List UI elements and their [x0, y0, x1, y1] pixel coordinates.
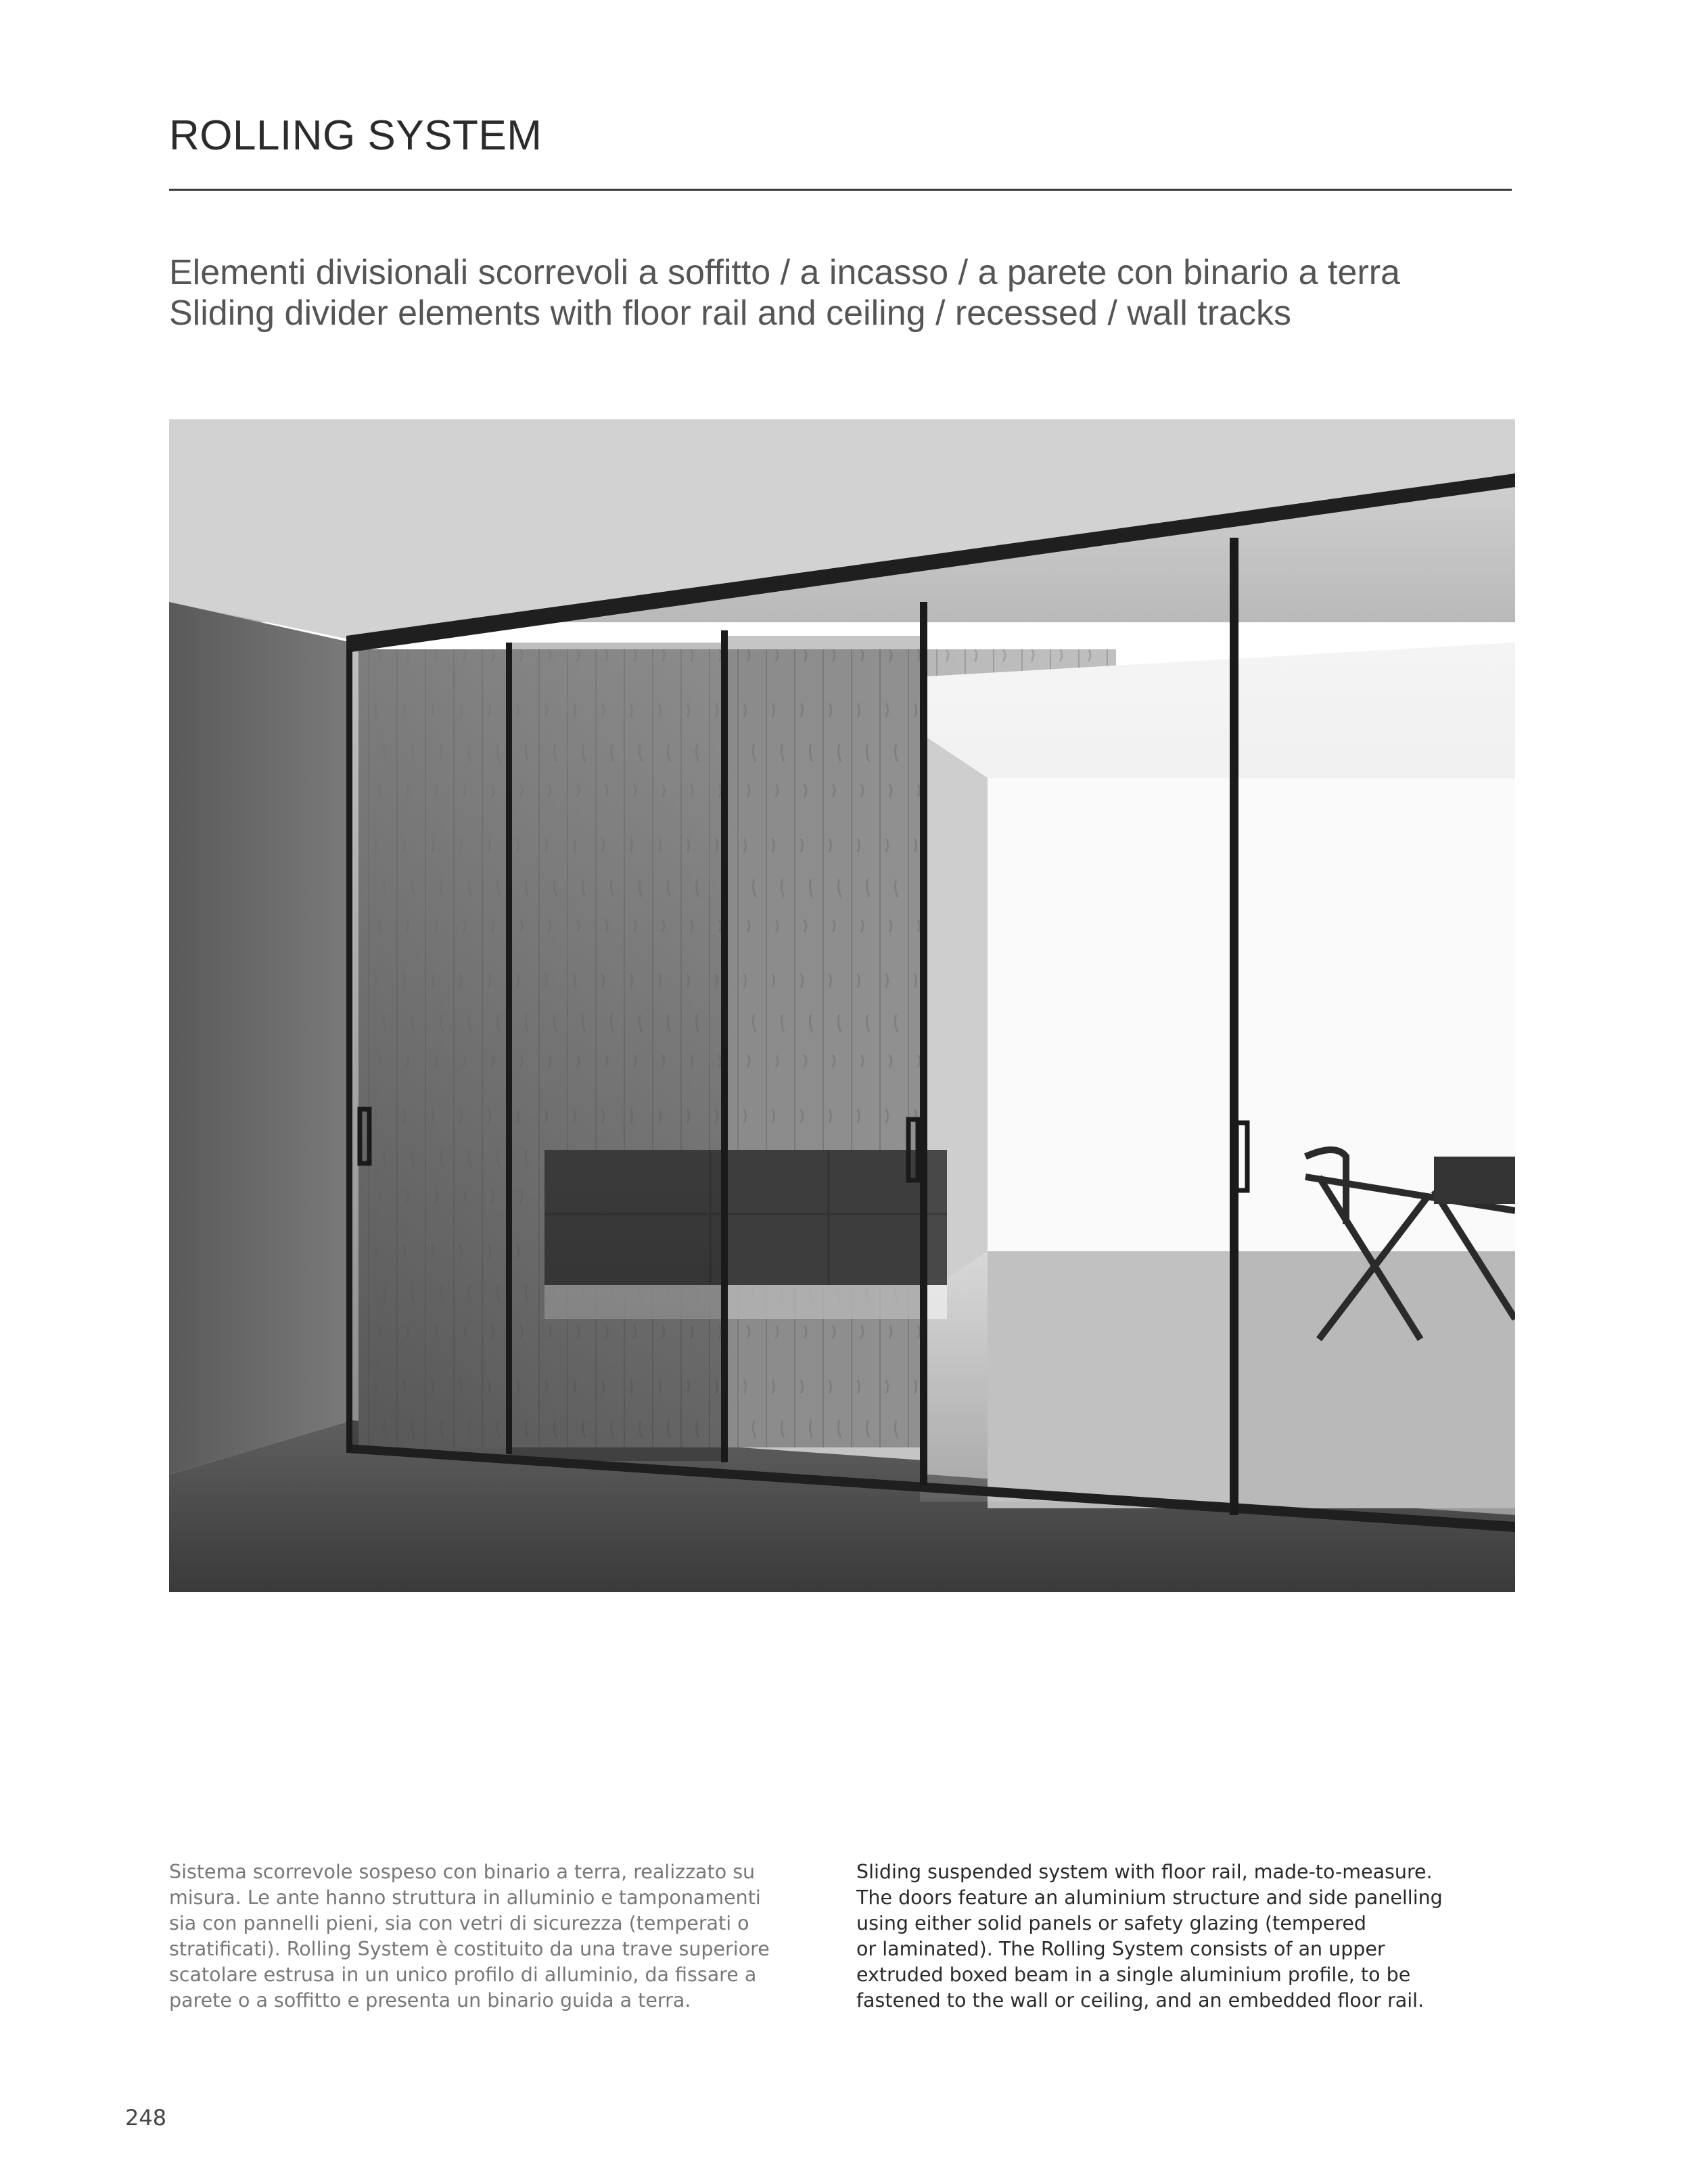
text-line: misura. Le ante hanno struttura in alluminio e tamponamenti: [169, 1886, 761, 1909]
text-line: extruded boxed beam in a single aluminium profile, to be: [856, 1964, 1411, 1986]
page-number: 248: [125, 2105, 167, 2131]
text-line: The doors feature an aluminium structure and side panelling: [856, 1886, 1443, 1909]
title-divider: [169, 189, 1512, 191]
room-photo: [169, 419, 1515, 1592]
text-line: fastened to the wall or ceiling, and an embedded floor rail.: [856, 1989, 1424, 2012]
text-line: using either solid panels or safety glazing (tempered: [856, 1912, 1366, 1934]
text-line: Sliding suspended system with floor rail, made-to-measure.: [856, 1861, 1433, 1883]
text-line: Sistema scorrevole sospeso con binario a terra, realizzato su: [169, 1861, 756, 1883]
text-line: parete o a soffitto e presenta un binario guida a terra.: [169, 1989, 691, 2012]
subtitle-italian: Elementi divisionali scorrevoli a soffitto / a incasso / a parete con binario a terra: [169, 253, 1400, 292]
text-line: or laminated). The Rolling System consists of an upper: [856, 1938, 1385, 1960]
description-italian: [169, 1859, 818, 2014]
subtitle: [169, 252, 1400, 333]
text-line: stratificati). Rolling System è costituito da una trave superiore: [169, 1938, 770, 1960]
subtitle-english: Sliding divider elements with floor rail and ceiling / recessed / wall tracks: [169, 294, 1291, 333]
page-title: ROLLING SYSTEM: [169, 112, 542, 159]
description-english: [856, 1859, 1519, 2014]
text-line: sia con pannelli pieni, sia con vetri di sicurezza (temperati o: [169, 1912, 749, 1934]
text-line: scatolare estrusa in un unico profilo di alluminio, da fissare a: [169, 1964, 757, 1986]
